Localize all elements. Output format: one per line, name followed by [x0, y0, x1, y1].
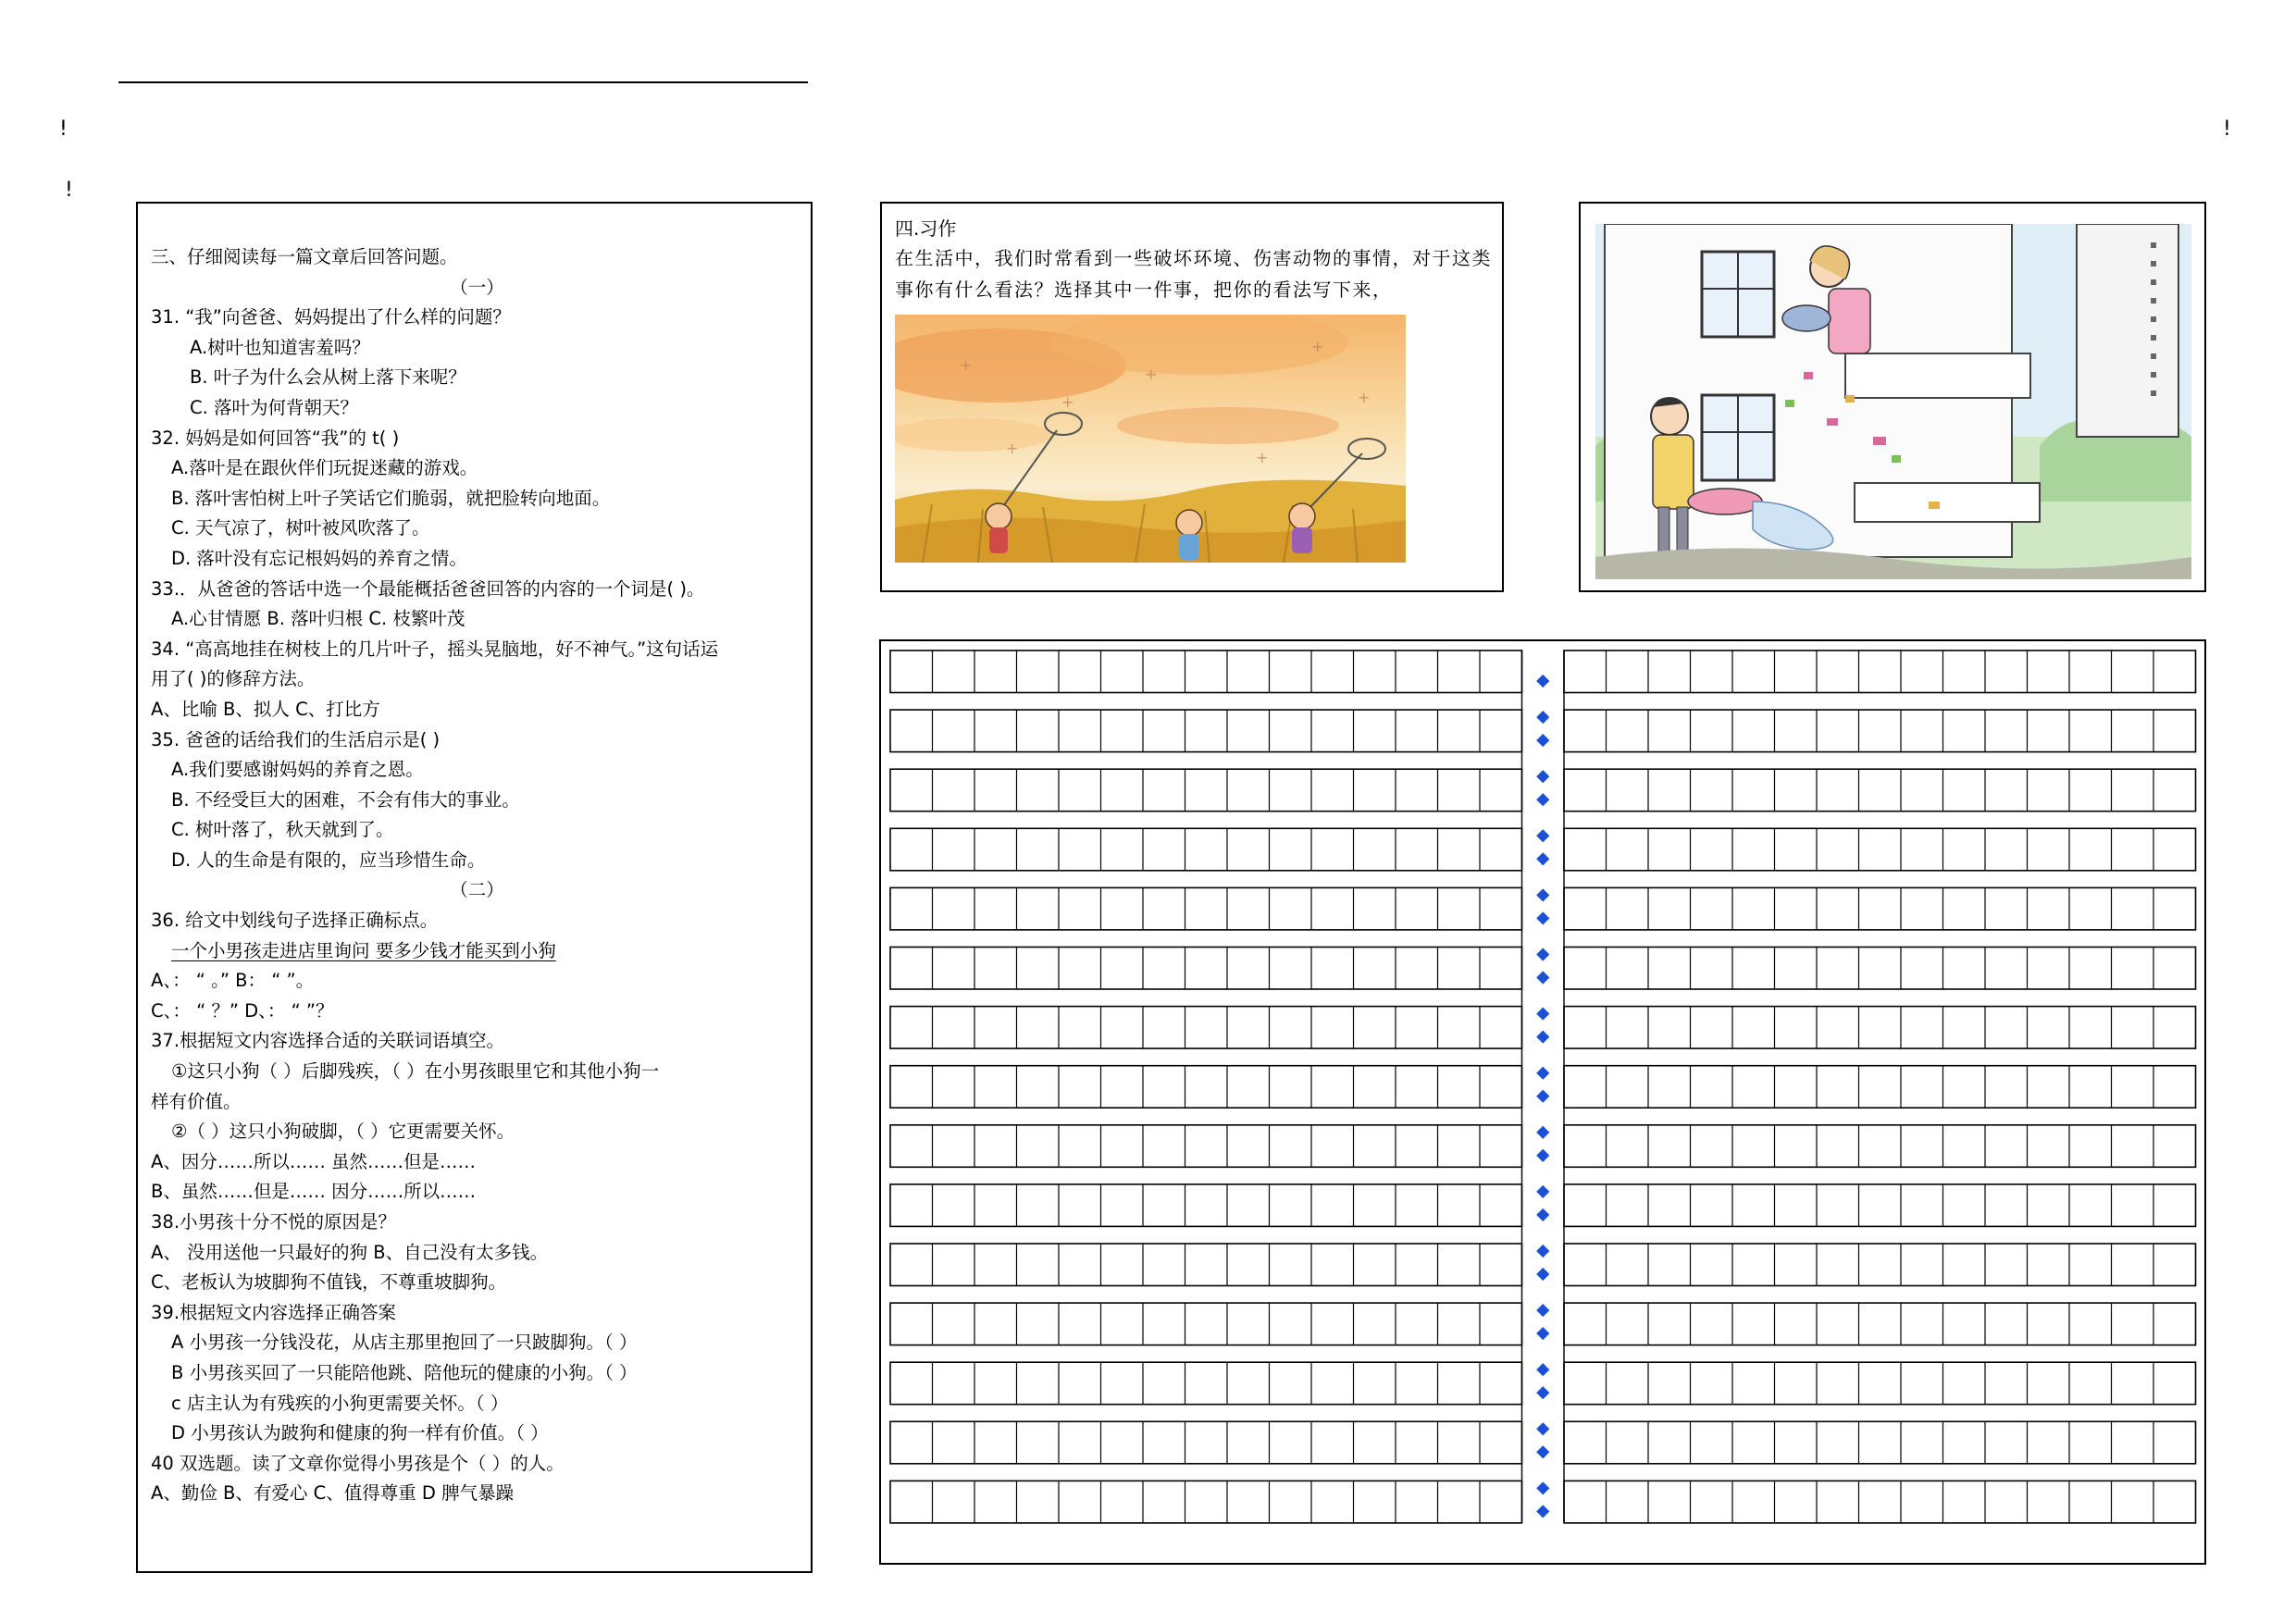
svg-text:+: + [1006, 440, 1019, 457]
diamond-marker [1536, 1031, 1549, 1044]
diamond-marker [1536, 1422, 1549, 1435]
grid-row-frame [1564, 1007, 2196, 1049]
svg-text:+: + [1256, 449, 1269, 466]
svg-text:+: + [1311, 338, 1324, 355]
diamond-marker [1536, 1067, 1549, 1080]
diamond-marker [1536, 1481, 1549, 1494]
pollution-illustration-box [1579, 202, 2206, 592]
diamond-marker [1536, 1505, 1549, 1518]
diamond-marker [1536, 1268, 1549, 1281]
question-line: A、 没用送他一只最好的狗 B、自己没有太多钱。 [151, 1241, 549, 1263]
grid-row-frame [890, 1066, 1522, 1109]
margin-mark: ! [65, 179, 73, 202]
question-line: D 小男孩认为跛狗和健康的狗一样有价值。（ ） [171, 1422, 549, 1444]
grid-row-frame [890, 1481, 1522, 1523]
question-line: 36. 给文中划线句子选择正确标点。 [151, 910, 439, 932]
composition-writing-grid [879, 639, 2206, 1565]
diamond-marker [1536, 1208, 1549, 1221]
question-line: C. 天气凉了，树叶被风吹落了。 [171, 517, 430, 539]
grid-row-frame [890, 948, 1522, 990]
grid-row-frame [1564, 1481, 2196, 1523]
question-line: D. 落叶没有忘记根妈妈的养育之情。 [171, 547, 467, 569]
question-line: B、虽然……但是…… 因分……所以…… [151, 1181, 477, 1203]
question-line: c 店主认为有残疾的小狗更需要关怀。（ ） [171, 1392, 509, 1414]
diamond-marker [1536, 1185, 1549, 1198]
svg-text:+: + [1061, 393, 1074, 411]
question-line: B. 落叶害怕树上叶子笑话它们脆弱，就把脸转向地面。 [171, 487, 611, 509]
grid-row-frame [890, 1244, 1522, 1286]
question-line: （一） [450, 276, 504, 298]
diamond-marker [1536, 829, 1549, 842]
question-line: A.心甘情愿 B. 落叶归根 C. 枝繁叶茂 [171, 608, 465, 630]
grid-row-frame [1564, 1303, 2196, 1345]
grid-row-frame [1564, 1125, 2196, 1168]
question-line: C、老板认为坡脚狗不值钱，不尊重坡脚狗。 [151, 1271, 507, 1294]
question-line: 33.．从爸爸的答话中选一个最能概括爸爸回答的内容的一个词是( )。 [151, 577, 705, 600]
question-line: C. 落叶为何背朝天？ [190, 396, 359, 418]
diamond-marker [1536, 1149, 1549, 1162]
question-line: ②（ ）这只小狗破脚，（ ）它更需要关怀。 [171, 1121, 515, 1143]
diamond-marker [1536, 948, 1549, 960]
diamond-marker [1536, 971, 1549, 984]
question-line: B. 不经受巨大的困难，不会有伟大的事业。 [171, 788, 520, 811]
grid-row-frame [1564, 887, 2196, 930]
diamond-marker [1536, 675, 1549, 688]
diamond-marker [1536, 1445, 1549, 1458]
grid-row-frame [1564, 710, 2196, 752]
grid-row-frame [890, 1184, 1522, 1227]
grid-row-frame [890, 1421, 1522, 1464]
diamond-marker [1536, 734, 1549, 747]
question-line: A、勤俭 B、有爱心 C、值得尊重 D 脾气暴躁 [151, 1482, 515, 1505]
grid-row-frame [1564, 828, 2196, 871]
question-line: （二） [450, 879, 504, 901]
question-line: B 小男孩买回了一只能陪他跳、陪他玩的健康的小狗。（ ） [171, 1361, 638, 1383]
grid-row-frame [890, 650, 1522, 693]
question-line: A、因分……所以…… 虽然……但是…… [151, 1150, 477, 1172]
question-line: 39.根据短文内容选择正确答案 [151, 1301, 397, 1323]
diamond-marker [1536, 1008, 1549, 1021]
question-line: 38.小男孩十分不悦的原因是？ [151, 1211, 397, 1233]
diamond-marker [1536, 711, 1549, 724]
grid-row-frame [1564, 948, 2196, 990]
grid-row-frame [1564, 1244, 2196, 1286]
question-list [151, 242, 803, 1509]
question-line: 用了( )的修辞方法。 [151, 668, 316, 690]
grid-row-frame [890, 887, 1522, 930]
grid-row-frame [1564, 1421, 2196, 1464]
grid-row-frame [1564, 1184, 2196, 1227]
diamond-marker [1536, 1245, 1549, 1258]
grid-row-frame [1564, 769, 2196, 812]
question-line: A.树叶也知道害羞吗？ [190, 336, 370, 358]
question-line: A、： “ 。” B： “ ”。 [151, 970, 315, 992]
grid-row-frame [890, 710, 1522, 752]
margin-mark: ! [2223, 118, 2231, 141]
grid-row-frame [890, 1362, 1522, 1405]
grid-row-frame [890, 1125, 1522, 1168]
svg-text:+: + [1358, 389, 1371, 406]
diamond-marker [1536, 770, 1549, 783]
question-line: 一个小男孩走进店里询问 要多少钱才能买到小狗 [171, 939, 556, 961]
woman-throwing-trash-illustration [1595, 224, 2191, 579]
question-line: 样有价值。 [151, 1090, 242, 1112]
question-line: A.落叶是在跟伙伴们玩捉迷藏的游戏。 [171, 457, 478, 479]
margin-mark: ! [59, 118, 68, 141]
question-line: 32. 妈妈是如何回答“我”的 t( ) [151, 427, 400, 449]
question-line: D. 人的生命是有限的，应当珍惜生命。 [171, 849, 486, 871]
question-line: 35. 爸爸的话给我们的生活启示是( ) [151, 728, 441, 750]
reading-questions-panel [136, 202, 813, 1573]
diamond-marker [1536, 888, 1549, 901]
grid-row-frame [1564, 1362, 2196, 1405]
grid-row-frame [890, 1303, 1522, 1345]
grid-row-frame [890, 1007, 1522, 1049]
grid-row-frame [890, 769, 1522, 812]
diamond-marker [1536, 1363, 1549, 1376]
question-line: 31. “我”向爸爸、妈妈提出了什么样的问题？ [151, 306, 511, 328]
diamond-marker [1536, 1304, 1549, 1317]
diamond-marker [1536, 852, 1549, 865]
question-line: A 小男孩一分钱没花，从店主那里抱回了一只跛脚狗。（ ） [171, 1332, 638, 1354]
question-line: ①这只小狗（ ）后脚残疾，（ ）在小男孩眼里它和其他小狗一 [171, 1060, 660, 1083]
diamond-marker [1536, 1386, 1549, 1399]
question-line: 37.根据短文内容选择合适的关联词语填空。 [151, 1030, 505, 1052]
diamond-marker [1536, 793, 1549, 806]
grid-row-frame [1564, 650, 2196, 693]
svg-text:+: + [1145, 365, 1158, 383]
essay-prompt-box [880, 202, 1504, 592]
question-line: B. 叶子为什么会从树上落下来呢？ [190, 366, 466, 389]
question-line: 34. “高高地挂在树枝上的几片叶子，摇头晃脑地，好不神气。”这句话运 [151, 638, 719, 660]
top-rule-line [118, 81, 808, 83]
question-line: 40 双选题。读了文章你觉得小男孩是个（ ）的人。 [151, 1452, 565, 1474]
children-catching-leaves-illustration [895, 315, 1406, 563]
diamond-marker [1536, 1327, 1549, 1340]
grid-canvas [881, 641, 2204, 1563]
grid-row-frame [890, 828, 1522, 871]
question-line: 三、仔细阅读每一篇文章后回答问题。 [151, 246, 458, 267]
diamond-marker [1536, 1090, 1549, 1103]
question-line: A、比喻 B、拟人 C、打比方 [151, 698, 380, 720]
diamond-marker [1536, 1126, 1549, 1139]
svg-text:+: + [960, 356, 973, 374]
diamond-marker [1536, 911, 1549, 924]
question-line: C. 树叶落了，秋天就到了。 [171, 819, 394, 841]
question-line: C、： “ ？” D、： “ ”？ [151, 999, 334, 1022]
question-line: A.我们要感谢妈妈的养育之恩。 [171, 759, 424, 781]
essay-title: 四.习作 [895, 217, 957, 240]
essay-prompt-text: 在生活中，我们时常看到一些破坏环境、伤害动物的事情，对于这类事你有什么看法？选择其中一件事，把你的看法写下来， [895, 247, 1492, 301]
grid-row-frame [1564, 1066, 2196, 1109]
